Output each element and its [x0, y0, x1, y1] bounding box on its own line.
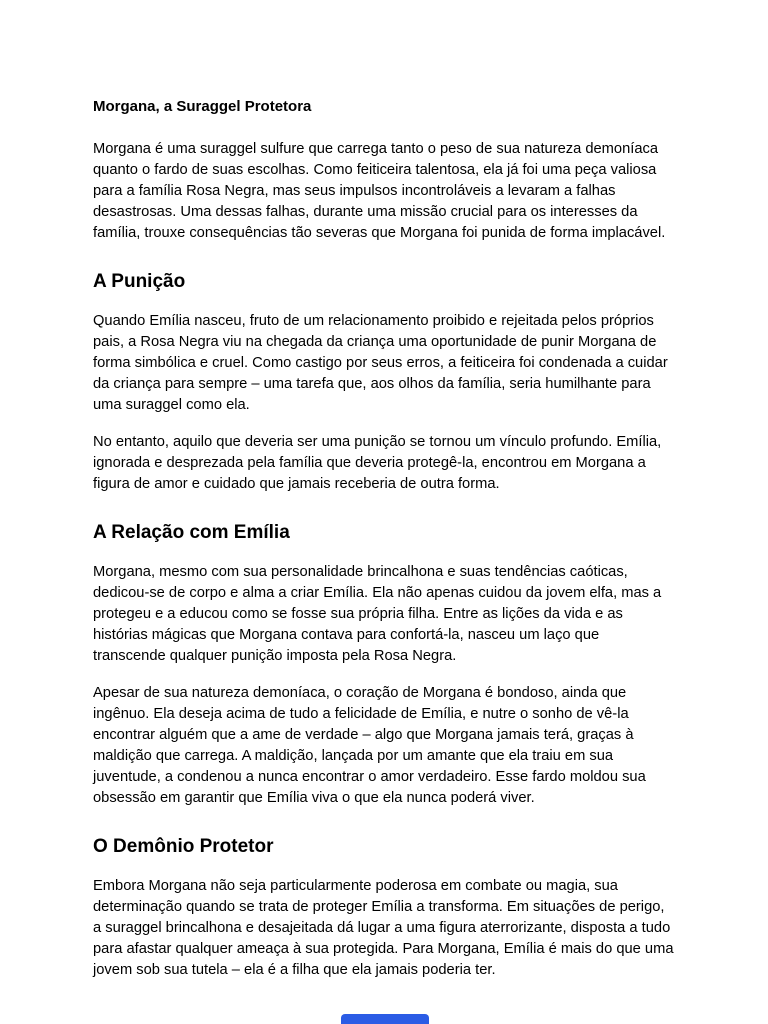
section-heading-relacao-com-emilia: A Relação com Emília — [93, 522, 290, 543]
section-heading-punicao: A Punição — [93, 271, 186, 292]
section2-paragraph-2: Apesar de sua natureza demoníaca, o coração de Morgana é bondoso, ainda que ingênuo. Ela deseja acima de tudo a felicidade de Emília, e nutre o sonho de vê-la encontrar alguém que a ame de verdade – algo que Morgana jamais terá, graças à maldição que carrega. A maldição, lançada por um amante que ela traiu em sua juventude, a condenou a nunca encontrar o amor verdadeiro. Esse fardo moldou sua obsessão em garantir que Emília viva o que ela nunca poderá viver. — [93, 685, 646, 806]
bottom-partial-button[interactable] — [341, 1014, 429, 1024]
section3-paragraph-1: Embora Morgana não seja particularmente poderosa em combate ou magia, sua determinação quando se trata de proteger Emília a transforma. Em situações de perigo, a suraggel brincalhona e desajeitada dá lugar a uma figura aterrorizante, disposta a tudo para afastar qualquer ameaça à sua protegida. Para Morgana, Emília é mais do que uma jovem sob sua tutela – ela é a filha que ela jamais poderia ter. — [93, 878, 674, 978]
intro-paragraph: Morgana é uma suraggel sulfure que carrega tanto o peso de sua natureza demoníaca quanto o fardo de suas escolhas. Como feiticeira talentosa, ela já foi uma peça valiosa para a família Rosa Negra, mas seus impulsos incontroláveis a levaram a falhas desastrosas. Uma dessas falhas, durante uma missão crucial para os interesses da família, trouxe consequências tão severas que Morgana foi punida de forma implacável. — [93, 141, 666, 241]
document-title: Morgana, a Suraggel Protetora — [93, 98, 312, 115]
section-heading-demonio-protetor: O Demônio Protetor — [93, 836, 274, 857]
section2-paragraph-1: Morgana, mesmo com sua personalidade brincalhona e suas tendências caóticas, dedicou-se de corpo e alma a criar Emília. Ela não apenas cuidou da jovem elfa, mas a protegeu e a educou como se fosse sua própria filha. Entre as lições da vida e as histórias mágicas que Morgana contava para confortá-la, nasceu um laço que transcende qualquer punição imposta pela Rosa Negra. — [93, 564, 662, 664]
section1-paragraph-2: No entanto, aquilo que deveria ser uma punição se tornou um vínculo profundo. Emília, ignorada e desprezada pela família que deveria protegê-la, encontrou em Morgana a figura de amor e cuidado que jamais receberia de outra forma. — [93, 434, 662, 492]
section1-paragraph-1: Quando Emília nasceu, fruto de um relacionamento proibido e rejeitada pelos próprios pais, a Rosa Negra viu na chegada da criança uma oportunidade de punir Morgana de forma simbólica e cruel. Como castigo por seus erros, a feiticeira foi condenada a cuidar da criança para sempre – uma tarefa que, aos olhos da família, seria humilhante para uma suraggel como ela. — [93, 313, 668, 413]
document-body — [93, 96, 675, 997]
